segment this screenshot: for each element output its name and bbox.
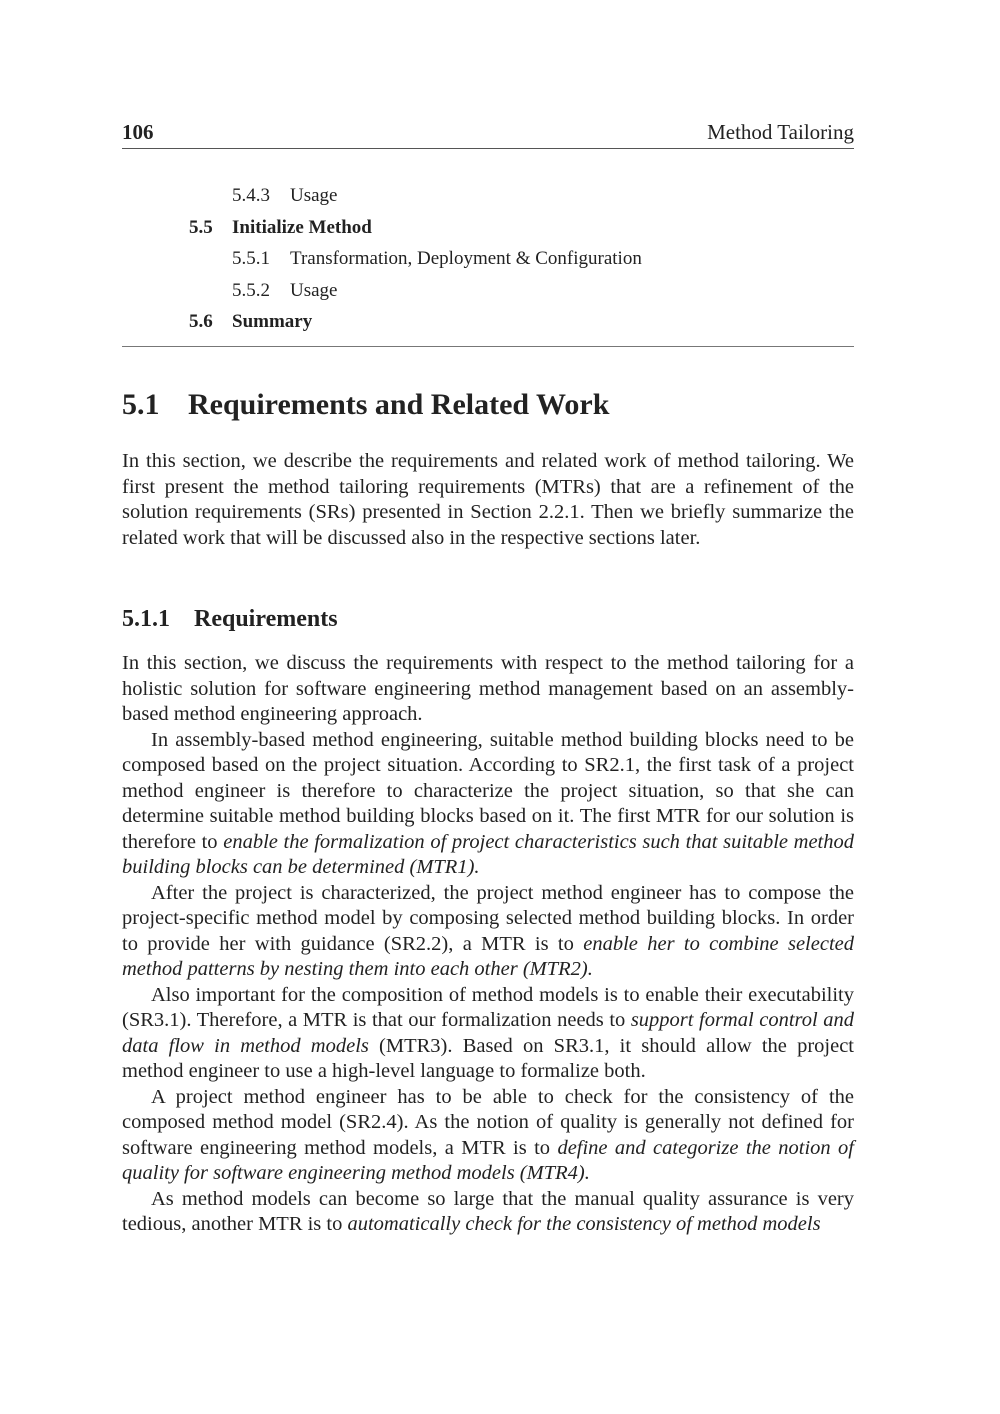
paragraph xyxy=(122,983,854,1085)
toc-entry-title: Usage xyxy=(290,279,338,301)
running-header xyxy=(122,118,854,149)
section-intro xyxy=(122,449,854,551)
intro-paragraph: In this section, we describe the requirements and related work of method tailoring. We first present the method tailoring requirements (MTRs) that are a refinement of the solution requirements (SRs) presented in Section 2.2.1. Then we briefly summarize the related work that will be discussed also in the respective sections later. xyxy=(122,450,854,549)
paragraph-text: (MTR3). Based on SR3.1, it should allow the project method engineer to use a high-level language to formalize both. xyxy=(122,1034,854,1082)
toc-entry-number: 5.5.1 xyxy=(232,248,270,269)
toc-entry xyxy=(122,180,854,212)
toc-entry-title: Usage xyxy=(290,185,338,206)
paragraph xyxy=(122,881,854,983)
toc-divider xyxy=(122,346,854,347)
toc-entry-title: Initialize Method xyxy=(232,216,372,238)
toc-entry-number: 5.5.2 xyxy=(232,279,270,301)
paragraph-text: As method models can become so large that the manual quality assurance is very tedious, another MTR is to xyxy=(122,1187,854,1235)
toc-entry-number: 5.5 xyxy=(189,216,213,238)
subsection-title: Requirements xyxy=(194,606,338,632)
paragraph-text: After the project is characterized, the project method engineer has to compose the project-specific method model by composing selected method building blocks. In order to provide her with guidance (SR2.2), a MTR is to xyxy=(122,881,854,955)
toc-entry xyxy=(122,275,854,307)
toc-entry-title: Summary xyxy=(232,311,313,332)
toc-entry xyxy=(122,212,854,244)
paragraph-text: Also important for the composition of method models is to enable their executability (SR3.1). Therefore, a MTR is that our formalization needs to xyxy=(122,983,854,1031)
paragraph xyxy=(122,1085,854,1187)
section-number: 5.1 xyxy=(122,388,160,421)
emphasis-text: automatically check for the consistency of method models xyxy=(347,1213,821,1235)
paragraph: In this section, we discuss the requirements with respect to the method tailoring for a holistic solution for software engineering method management based on an assembly-based method engineering approach. xyxy=(122,652,854,725)
requirements-body xyxy=(122,651,854,1238)
paragraph xyxy=(122,728,854,881)
subsection-number: 5.1.1 xyxy=(122,606,170,632)
toc-entry-title: Transformation, Deployment & Configuration xyxy=(290,248,642,269)
paragraph-text: A project method engineer has to be able to check for the consistency of the composed method model (SR2.4). As the notion of quality is generally not defined for software engineering method models, a MTR is to xyxy=(122,1085,854,1159)
emphasis-text: enable the formalization of project characteristics such that suitable method building blocks can be determined (MTR1). xyxy=(122,830,855,878)
toc-entry-number: 5.6 xyxy=(189,311,213,332)
section-title: Requirements and Related Work xyxy=(188,388,610,421)
subsection-heading xyxy=(122,606,338,633)
toc-entry-number: 5.4.3 xyxy=(232,185,270,206)
toc-entry xyxy=(122,243,854,275)
emphasis-text: support formal control and data flow in method models xyxy=(122,1009,854,1057)
table-of-contents xyxy=(122,180,854,338)
running-title: Method Tailoring xyxy=(707,120,854,144)
toc-entry xyxy=(122,306,854,338)
section-heading xyxy=(122,388,609,422)
emphasis-text: enable her to combine selected method patterns by nesting them into each other (MTR2). xyxy=(122,932,854,980)
paragraph xyxy=(122,1187,854,1238)
page-number: 106 xyxy=(122,120,154,144)
emphasis-text: define and categorize the notion of quality for software engineering method models (MTR4). xyxy=(122,1136,854,1184)
paragraph-text: In assembly-based method engineering, suitable method building blocks need to be composed based on the project situation. According to SR2.1, the first task of a project method engineer is therefore to characterize the project situation, so that she can determine suitable method building blocks based on it. The first MTR for our solution is therefore to xyxy=(122,728,854,853)
